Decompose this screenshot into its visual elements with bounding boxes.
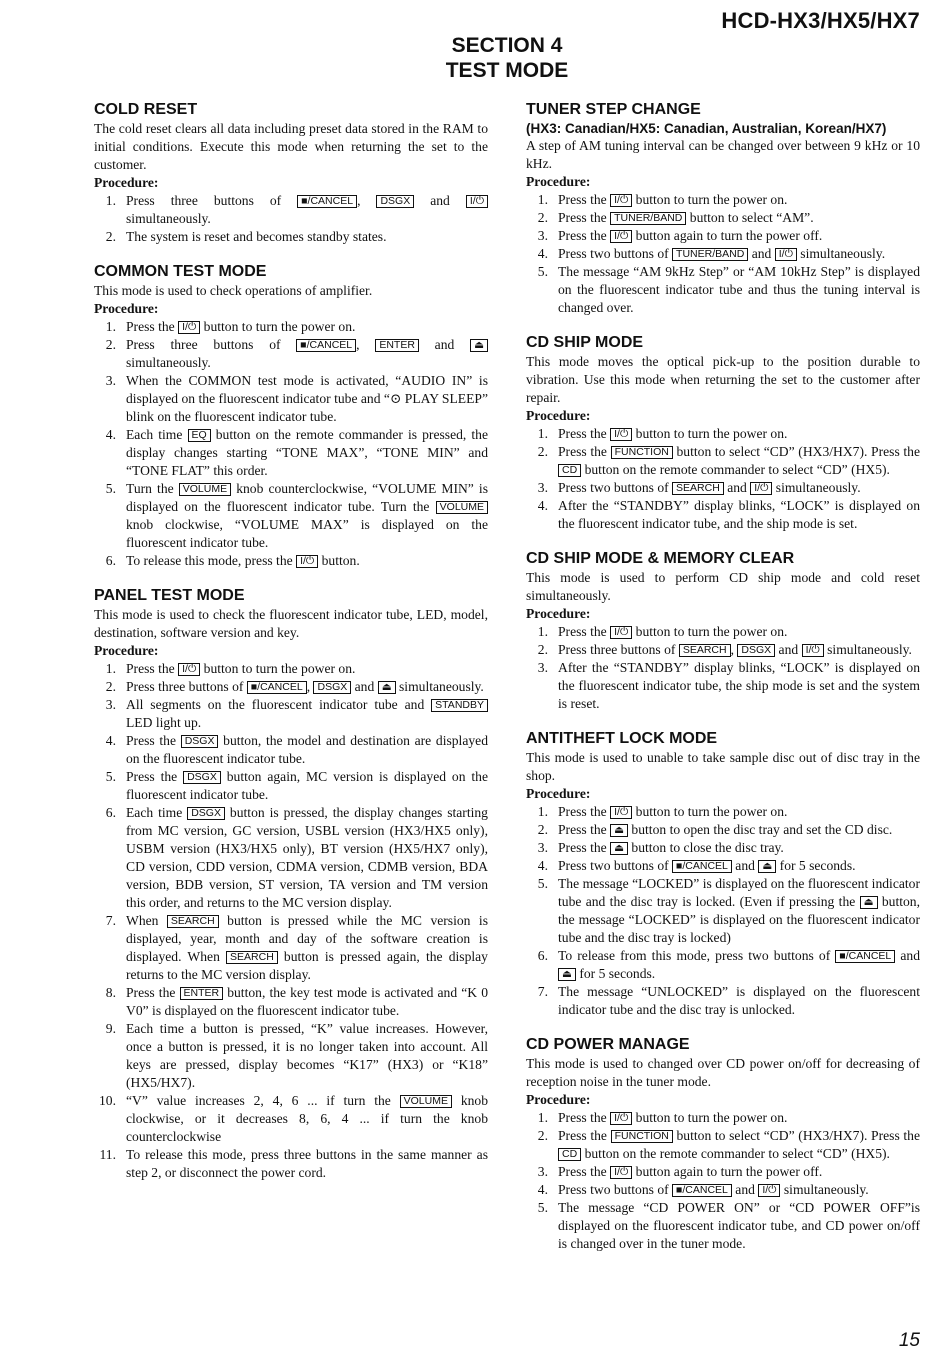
section-intro: This mode is used to perform CD ship mode and cold reset simultaneously. xyxy=(526,570,920,603)
procedure-step xyxy=(94,192,488,228)
step-number: 2. xyxy=(537,822,548,837)
step-number: 3. xyxy=(537,660,548,675)
stop-cancel-key: ■/CANCEL xyxy=(672,860,732,873)
step-number: 11. xyxy=(99,1147,116,1162)
step-text: The message “UNLOCKED” is displayed on the fluorescent indicator tube and the disc tray is unlocked. xyxy=(558,984,920,1017)
power-key: I/⏻ xyxy=(775,248,797,261)
cd-key: CD xyxy=(558,1148,581,1161)
procedure-step xyxy=(94,426,488,480)
volume-key: VOLUME xyxy=(400,1095,452,1108)
procedure-step xyxy=(94,480,488,552)
procedure-step xyxy=(94,912,488,984)
procedure-step xyxy=(526,983,920,1019)
step-number: 10. xyxy=(99,1093,116,1108)
stop-cancel-key: ■/CANCEL xyxy=(296,339,356,352)
power-key: I/⏻ xyxy=(296,555,318,568)
procedure-step xyxy=(94,318,488,336)
procedure-step xyxy=(526,479,920,497)
section-heading: CD SHIP MODE & MEMORY CLEAR xyxy=(526,550,795,567)
section-intro: This mode moves the optical pick-up to the position durable to vibration. Use this mode when returning the set to the customer after repair. xyxy=(526,354,920,405)
procedure-label: Procedure: xyxy=(94,301,159,316)
procedure-step xyxy=(94,696,488,732)
section-common-test-mode xyxy=(94,262,488,570)
procedure-step xyxy=(526,1181,920,1199)
procedure-step xyxy=(526,263,920,317)
procedure-step xyxy=(526,659,920,713)
section-cd-ship-mode-memory-clear xyxy=(526,549,920,713)
eject-key: ⏏ xyxy=(558,968,576,981)
volume-key: VOLUME xyxy=(179,483,231,496)
procedure-step xyxy=(526,839,920,857)
step-text: Press the TUNER/BAND button to select “AM”. xyxy=(558,210,814,225)
procedure-step xyxy=(94,678,488,696)
volume-key: VOLUME xyxy=(436,501,488,514)
power-key: I/⏻ xyxy=(610,230,632,243)
step-text: To release this mode, press three buttons in the same manner as step 2, or disconnect the power cord. xyxy=(126,1147,488,1180)
tuner-band-key: TUNER/BAND xyxy=(610,212,686,225)
left-column xyxy=(94,100,488,1198)
step-number: 1. xyxy=(537,426,548,441)
step-text: Press the ⏏ button to open the disc tray and set the CD disc. xyxy=(558,822,893,837)
step-text: Press the I/⏻ button to turn the power on. xyxy=(558,804,788,819)
step-text: Press three buttons of ■/CANCEL , ENTER and ⏏ simultaneously. xyxy=(126,337,488,370)
procedure-steps xyxy=(526,425,920,533)
step-number: 5. xyxy=(537,1200,548,1215)
model-header: HCD-HX3/HX5/HX7 xyxy=(721,8,920,33)
procedure-step xyxy=(526,947,920,983)
page-number: 15 xyxy=(898,1330,920,1351)
step-number: 4. xyxy=(537,246,548,261)
procedure-step xyxy=(526,245,920,263)
section-intro: The cold reset clears all data including preset data stored in the RAM to initial conditions. Execute this mode when returning the set to the customer. xyxy=(94,121,488,172)
step-text: Press the I/⏻ button to turn the power on. xyxy=(558,1110,788,1125)
step-text: The message “LOCKED” is displayed on the fluorescent indicator tube and the disc tray is locked. (Even if pressing the ⏏ button, the message “LOCKED” is displayed on the fluorescent indicator tube and the disc tray is locked) xyxy=(558,876,920,945)
step-number: 4. xyxy=(537,498,548,513)
step-text: Press the I/⏻ button to turn the power on. xyxy=(126,319,356,334)
section-name: TEST MODE xyxy=(445,59,569,82)
search-key: SEARCH xyxy=(167,915,219,928)
procedure-step xyxy=(526,623,920,641)
section-cold-reset xyxy=(94,100,488,246)
power-key: I/⏻ xyxy=(750,482,772,495)
procedure-steps xyxy=(526,1109,920,1253)
procedure-step xyxy=(526,443,920,479)
step-text: Each time DSGX button is pressed, the display changes starting from MC version, GC version, USBL version (HX3/HX5 only), USBM version (HX3/HX5 only), BT version (HX5/HX7 only), CD version, CDD version, CDMA version, CDMB version, BDA version, BDB version, ST version, TA version and TM version this order, and returns to the MC version display. xyxy=(126,805,488,910)
step-number: 2. xyxy=(105,229,116,244)
power-key: I/⏻ xyxy=(610,194,632,207)
dsgx-key: DSGX xyxy=(183,771,221,784)
step-text: Press the ⏏ button to close the disc tray. xyxy=(558,840,784,855)
step-text: The message “CD POWER ON” or “CD POWER OFF”is displayed on the fluorescent indicator tube, and CD power on/off is changed over in the tuner mode. xyxy=(558,1200,920,1251)
section-heading: TUNER STEP CHANGE xyxy=(526,101,701,118)
section-antitheft-lock-mode xyxy=(526,729,920,1019)
section-intro: This mode is used to check the fluorescent indicator tube, LED, model, destination, software version and key. xyxy=(94,607,488,640)
step-text: Press the FUNCTION button to select “CD” (HX3/HX7). Press the CD button on the remote commander to select “CD” (HX5). xyxy=(558,444,920,477)
step-number: 6. xyxy=(105,805,116,820)
section-heading: PANEL TEST MODE xyxy=(94,587,245,604)
enter-key: ENTER xyxy=(180,987,224,1000)
step-number: 5. xyxy=(537,264,548,279)
stop-cancel-key: ■/CANCEL xyxy=(297,195,357,208)
step-text: After the “STANDBY” display blinks, “LOCK” is displayed on the fluorescent indicator tube, the ship mode is set and the system is reset. xyxy=(558,660,920,711)
step-number: 1. xyxy=(537,804,548,819)
step-number: 7. xyxy=(105,913,116,928)
procedure-step xyxy=(526,227,920,245)
procedure-step xyxy=(94,1146,488,1182)
step-text: The message “AM 9kHz Step” or “AM 10kHz Step” is displayed on the fluorescent indicator tube and thus the tuning interval is changed over. xyxy=(558,264,920,315)
step-number: 3. xyxy=(537,840,548,855)
section-intro: This mode is used to changed over CD power on/off for decreasing of reception noise in the tuner mode. xyxy=(526,1056,920,1089)
step-text: Press the DSGX button, the model and destination are displayed on the fluorescent indicator tube. xyxy=(126,733,488,766)
procedure-step xyxy=(526,425,920,443)
eject-key: ⏏ xyxy=(610,842,628,855)
step-number: 5. xyxy=(105,769,116,784)
step-number: 4. xyxy=(105,733,116,748)
cd-key: CD xyxy=(558,464,581,477)
power-key: I/⏻ xyxy=(610,428,632,441)
procedure-label: Procedure: xyxy=(526,786,591,801)
step-number: 8. xyxy=(105,985,116,1000)
procedure-step xyxy=(526,641,920,659)
section-intro: This mode is used to check operations of amplifier. xyxy=(94,283,373,298)
function-key: FUNCTION xyxy=(611,1130,673,1143)
dsgx-key: DSGX xyxy=(181,735,219,748)
step-number: 6. xyxy=(537,948,548,963)
standby-key: STANDBY xyxy=(431,699,488,712)
procedure-step xyxy=(526,497,920,533)
step-text: Press three buttons of SEARCH , DSGX and I/⏻ simultaneously. xyxy=(558,642,912,657)
power-key: I/⏻ xyxy=(610,1112,632,1125)
step-text: When the COMMON test mode is activated, “AUDIO IN” is displayed on the fluorescent indicator tube and “⊙ PLAY SLEEP” blink on the fluorescent indicator tube. xyxy=(126,373,488,424)
step-number: 6. xyxy=(105,553,116,568)
stop-cancel-key: ■/CANCEL xyxy=(835,950,895,963)
section-cd-power-manage xyxy=(526,1035,920,1253)
section-heading: COMMON TEST MODE xyxy=(94,263,267,280)
step-number: 2. xyxy=(105,679,116,694)
procedure-step xyxy=(526,821,920,839)
section-intro: This mode is used to unable to take sample disc out of disc tray in the shop. xyxy=(526,750,920,783)
section-title xyxy=(0,33,950,83)
step-number: 7. xyxy=(537,984,548,999)
step-number: 2. xyxy=(537,1128,548,1143)
step-text: Each time EQ button on the remote commander is pressed, the display changes starting “TONE MAX”, “TONE MIN” and “TONE FLAT” this order. xyxy=(126,427,488,478)
step-number: 5. xyxy=(537,876,548,891)
search-key: SEARCH xyxy=(672,482,724,495)
power-key: I/⏻ xyxy=(178,321,200,334)
procedure-step xyxy=(94,804,488,912)
eject-key: ⏏ xyxy=(860,896,878,909)
step-number: 1. xyxy=(105,193,116,208)
stop-cancel-key: ■/CANCEL xyxy=(672,1184,732,1197)
step-number: 3. xyxy=(537,1164,548,1179)
dsgx-key: DSGX xyxy=(376,195,414,208)
procedure-step xyxy=(526,1199,920,1253)
step-text: Press two buttons of TUNER/BAND and I/⏻ simultaneously. xyxy=(558,246,886,261)
procedure-steps xyxy=(526,191,920,317)
procedure-step xyxy=(94,228,488,246)
step-text: Press two buttons of ■/CANCEL and ⏏ for 5 seconds. xyxy=(558,858,856,873)
step-text: When SEARCH button is pressed while the MC version is displayed, year, month and day of the software creation is displayed. When SEARCH button is pressed again, the display returns to the MC version display. xyxy=(126,913,488,982)
procedure-step xyxy=(94,984,488,1020)
procedure-step xyxy=(526,803,920,821)
section-number: SECTION 4 xyxy=(451,34,563,57)
procedure-step xyxy=(526,875,920,947)
step-text: Each time a button is pressed, “K” value increases. However, once a button is pressed, it is no longer taken into account. All keys are pressed, display becomes “K17” (HX3) or “K18” (HX5/HX7). xyxy=(126,1021,488,1090)
procedure-step xyxy=(526,1163,920,1181)
step-number: 1. xyxy=(105,661,116,676)
step-number: 3. xyxy=(537,480,548,495)
step-text: Press the I/⏻ button again to turn the power off. xyxy=(558,228,823,243)
eq-key: EQ xyxy=(188,429,211,442)
procedure-step xyxy=(94,552,488,570)
power-key: I/⏻ xyxy=(610,806,632,819)
section-heading: ANTITHEFT LOCK MODE xyxy=(526,730,718,747)
step-number: 2. xyxy=(537,210,548,225)
step-number: 3. xyxy=(105,697,116,712)
step-text: The system is reset and becomes standby states. xyxy=(126,229,387,244)
dsgx-key: DSGX xyxy=(313,681,351,694)
step-text: All segments on the fluorescent indicator tube and STANDBY LED light up. xyxy=(126,697,488,730)
procedure-label: Procedure: xyxy=(526,174,591,189)
procedure-step xyxy=(94,372,488,426)
procedure-step xyxy=(94,1092,488,1146)
step-number: 5. xyxy=(105,481,116,496)
stop-cancel-key: ■/CANCEL xyxy=(247,681,307,694)
eject-key: ⏏ xyxy=(470,339,488,352)
step-text: Press three buttons of ■/CANCEL , DSGX and I/⏻ simultaneously. xyxy=(126,193,488,226)
section-tuner-step-change xyxy=(526,100,920,317)
power-key: I/⏻ xyxy=(610,1166,632,1179)
procedure-step xyxy=(526,209,920,227)
eject-key: ⏏ xyxy=(758,860,776,873)
step-number: 1. xyxy=(537,1110,548,1125)
procedure-label: Procedure: xyxy=(94,175,159,190)
step-text: After the “STANDBY” display blinks, “LOCK” is displayed on the fluorescent indicator tube, and the ship mode is set. xyxy=(558,498,920,531)
step-number: 3. xyxy=(105,373,116,388)
dsgx-key: DSGX xyxy=(737,644,775,657)
step-text: Press the ENTER button, the key test mode is activated and “K 0 V0” is displayed on the fluorescent indicator tube. xyxy=(126,985,488,1018)
step-text: Press the DSGX button again, MC version is displayed on the fluorescent indicator tube. xyxy=(126,769,488,802)
search-key: SEARCH xyxy=(679,644,731,657)
procedure-step xyxy=(526,857,920,875)
procedure-steps xyxy=(526,803,920,1019)
procedure-label: Procedure: xyxy=(526,606,591,621)
step-text: “V” value increases 2, 4, 6 ... if turn the VOLUME knob clockwise, or it decreases 8, 6, 4 ... if turn the knob counterclockwise xyxy=(126,1093,489,1144)
section-cd-ship-mode xyxy=(526,333,920,533)
tuner-band-key: TUNER/BAND xyxy=(672,248,748,261)
procedure-label: Procedure: xyxy=(526,408,591,423)
procedure-step xyxy=(526,1109,920,1127)
step-number: 1. xyxy=(537,624,548,639)
section-intro: A step of AM tuning interval can be changed over between 9 kHz or 10 kHz. xyxy=(526,138,920,171)
step-number: 3. xyxy=(537,228,548,243)
step-text: Press the I/⏻ button again to turn the power off. xyxy=(558,1164,823,1179)
section-subheading: (HX3: Canadian/HX5: Canadian, Australian, Korean/HX7) xyxy=(526,121,887,136)
procedure-step xyxy=(94,336,488,372)
procedure-step xyxy=(94,660,488,678)
step-text: Turn the VOLUME knob counterclockwise, “VOLUME MIN” is displayed on the fluorescent indicator tube. Turn the VOLUME knob clockwise, “VOLUME MAX” is displayed on the fluorescent indicator tube. xyxy=(126,481,488,550)
procedure-step xyxy=(526,191,920,209)
procedure-label: Procedure: xyxy=(94,643,159,658)
procedure-step xyxy=(526,1127,920,1163)
power-key: I/⏻ xyxy=(178,663,200,676)
step-text: Press the I/⏻ button to turn the power on. xyxy=(558,192,788,207)
step-text: Press the I/⏻ button to turn the power on. xyxy=(126,661,356,676)
power-key: I/⏻ xyxy=(758,1184,780,1197)
dsgx-key: DSGX xyxy=(187,807,225,820)
step-text: Press the I/⏻ button to turn the power on. xyxy=(558,624,788,639)
procedure-label: Procedure: xyxy=(526,1092,591,1107)
step-text: Press two buttons of ■/CANCEL and I/⏻ simultaneously. xyxy=(558,1182,869,1197)
procedure-step xyxy=(94,768,488,804)
function-key: FUNCTION xyxy=(611,446,673,459)
section-heading: CD SHIP MODE xyxy=(526,334,644,351)
step-number: 2. xyxy=(537,444,548,459)
eject-key: ⏏ xyxy=(378,681,396,694)
procedure-steps xyxy=(94,660,488,1182)
step-number: 2. xyxy=(537,642,548,657)
step-number: 4. xyxy=(537,1182,548,1197)
section-panel-test-mode xyxy=(94,586,488,1182)
procedure-steps xyxy=(526,623,920,713)
step-text: Press the FUNCTION button to select “CD” (HX3/HX7). Press the CD button on the remote commander to select “CD” (HX5). xyxy=(558,1128,920,1161)
procedure-steps xyxy=(94,192,488,246)
eject-key: ⏏ xyxy=(610,824,628,837)
section-heading: CD POWER MANAGE xyxy=(526,1036,690,1053)
step-text: Press two buttons of SEARCH and I/⏻ simultaneously. xyxy=(558,480,861,495)
procedure-step xyxy=(94,1020,488,1092)
step-number: 4. xyxy=(537,858,548,873)
step-text: To release from this mode, press two buttons of ■/CANCEL and ⏏ for 5 seconds. xyxy=(558,948,921,981)
procedure-steps xyxy=(94,318,488,570)
power-key: I/⏻ xyxy=(802,644,824,657)
step-number: 9. xyxy=(105,1021,116,1036)
right-column xyxy=(526,100,920,1269)
power-key: I/⏻ xyxy=(466,195,488,208)
step-number: 1. xyxy=(537,192,548,207)
step-text: Press three buttons of ■/CANCEL , DSGX and ⏏ simultaneously. xyxy=(126,679,484,694)
procedure-step xyxy=(94,732,488,768)
step-number: 4. xyxy=(105,427,116,442)
enter-key: ENTER xyxy=(375,339,419,352)
step-text: To release this mode, press the I/⏻ button. xyxy=(126,553,360,568)
step-text: Press the I/⏻ button to turn the power on. xyxy=(558,426,788,441)
step-number: 1. xyxy=(105,319,116,334)
power-key: I/⏻ xyxy=(610,626,632,639)
search-key: SEARCH xyxy=(226,951,278,964)
step-number: 2. xyxy=(105,337,116,352)
section-heading: COLD RESET xyxy=(94,101,198,118)
